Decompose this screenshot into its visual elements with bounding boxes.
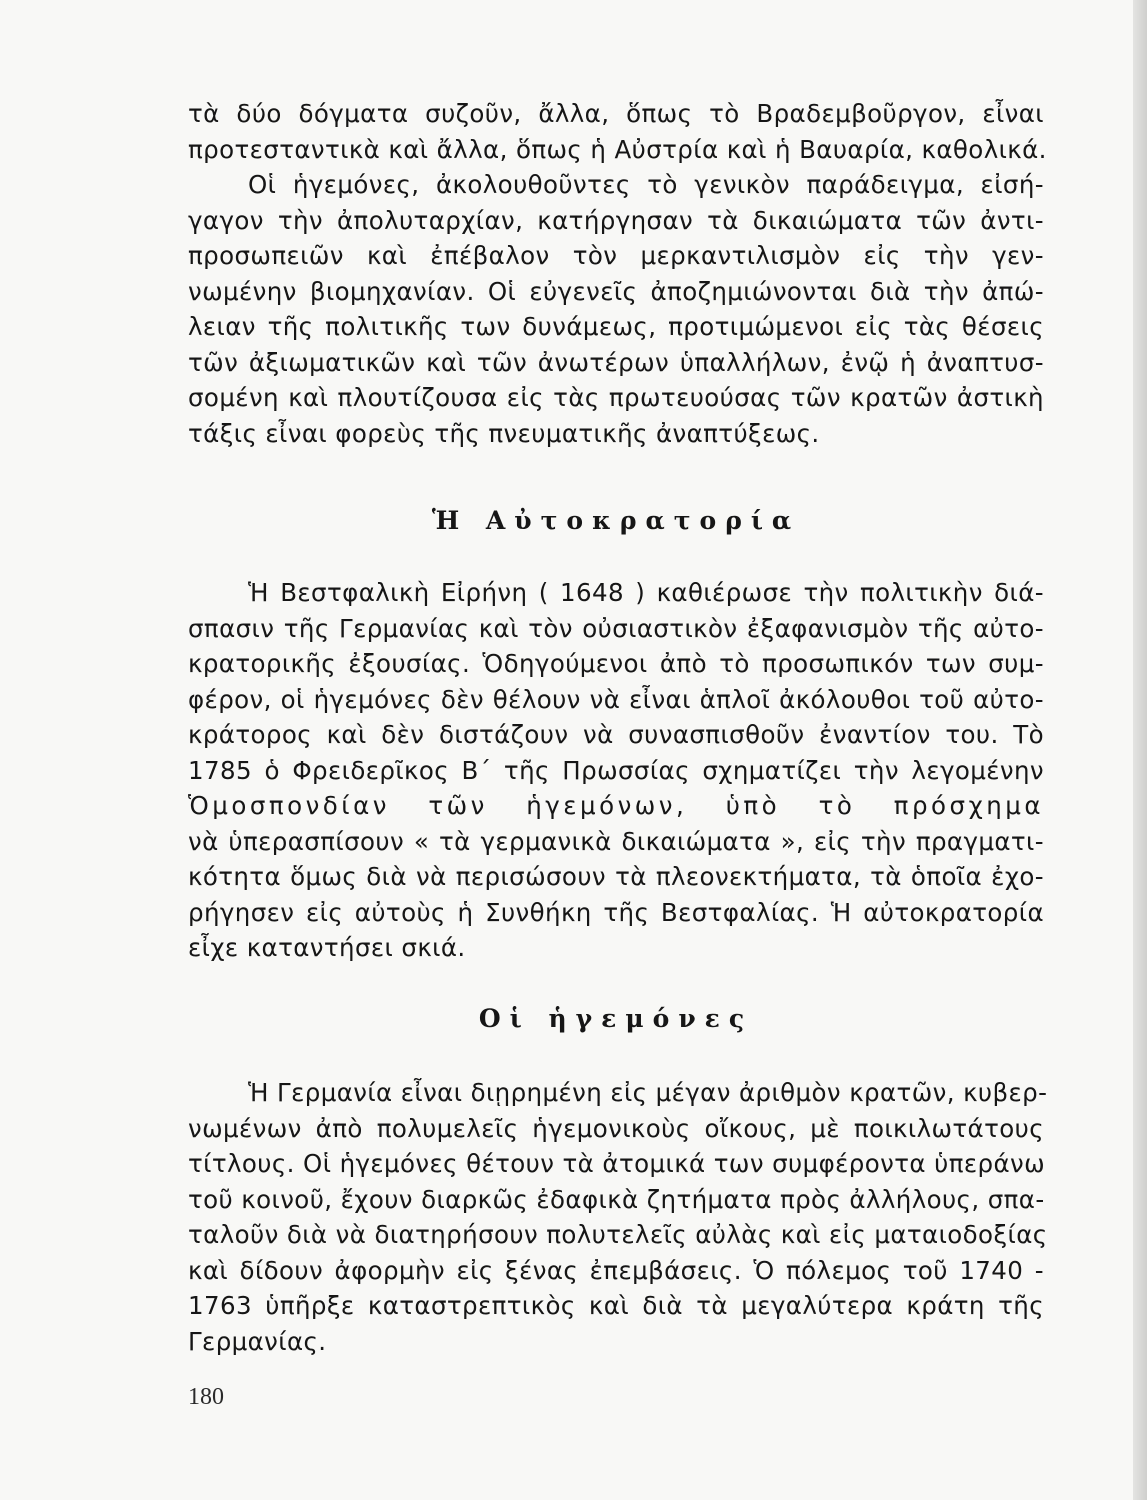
text-line: σομένη καὶ πλουτίζουσα εἰς τὰς πρωτευούσας τῶν κρατῶν ἀστικὴ <box>188 383 1044 412</box>
text-line: Γερμανίας. <box>188 1326 327 1356</box>
text-line: κότητα ὅμως διὰ νὰ περισώσουν τὰ πλεονεκτήματα, τὰ ὁποῖα ἐχο- <box>188 862 1044 891</box>
text-line: Ἡ Βεστφαλικὴ Εἰρήνη ( 1648 ) καθιέρωσε τὴν πολιτικὴν διά- <box>248 578 1044 607</box>
text-line: προτεσταντικὰ καὶ ἄλλα, ὅπως ἡ Αὐστρία καὶ ἡ Βαυαρία, καθολικά. <box>188 134 1047 164</box>
princes-paragraph <box>188 1075 1048 1359</box>
text-line: Οἱ ἡγεμόνες, ἀκολουθοῦντες τὸ γενικὸν παράδειγμα, εἰσή- <box>248 170 1044 199</box>
text-line: τῶν ἀξιωματικῶν καὶ τῶν ἀνωτέρων ὑπαλλήλων, ἐνῷ ἡ ἀναπτυσ- <box>188 347 1044 377</box>
text-line: λειαν τῆς πολιτικῆς των δυνάμεως, προτιμώμενοι εἰς τὰς θέσεις <box>188 312 1044 341</box>
text-line: καὶ δίδουν ἀφορμὴν εἰς ξένας ἐπεμβάσεις. Ὁ πόλεμος τοῦ 1740 - <box>188 1255 1044 1285</box>
text-line: τίτλους. Οἱ ἡγεμόνες θέτουν τὰ ἀτομικά των συμφέροντα ὑπεράνω <box>188 1149 1045 1178</box>
text-line: ρήγησεν εἰς αὐτοὺς ἡ Συνθήκη τῆς Βεστφαλίας. Ἡ αὐτοκρατορία <box>188 897 1044 927</box>
text-line: 1785 ὁ Φρειδερῖκος Β΄ τῆς Πρωσσίας σχηματίζει τὴν λεγομένην <box>188 755 1044 785</box>
page-number: 180 <box>188 1384 224 1410</box>
section-heading-empire: Ἡ Αὐτοκρατορία <box>431 506 801 535</box>
text-line: προσωπειῶν καὶ ἐπέβαλον τὸν μερκαντιλισμὸν εἰς τὴν γεν- <box>188 241 1044 270</box>
text-line: γαγον τὴν ἀπολυταρχίαν, κατήργησαν τὰ δικαιώματα τῶν ἀντι- <box>188 205 1044 235</box>
text-line: τοῦ κοινοῦ, ἔχουν διαρκῶς ἐδαφικὰ ζητήματα πρὸς ἀλλήλους, σπα- <box>188 1184 1045 1214</box>
text-line: τὰ δύο δόγματα συζοῦν, ἄλλα, ὅπως τὸ Βραδεμβοῦργον, εἶναι <box>188 99 1044 128</box>
text-line: Ὁμοσπονδίαν τῶν ἡγεμόνων, ὑπὸ τὸ πρόσχημα <box>188 791 1044 820</box>
text-line: 1763 ὑπῆρξε καταστρεπτικὸς καὶ διὰ τὰ μεγαλύτερα κράτη τῆς <box>188 1291 1044 1320</box>
text-line: Ἡ Γερμανία εἶναι διῃρημένη εἰς μέγαν ἀριθμὸν κρατῶν, κυβερ- <box>248 1078 1048 1107</box>
text-line: εἶχε καταντήσει σκιά. <box>188 933 466 962</box>
page-edge-shadow <box>1133 0 1147 1500</box>
text-line: κρατορικῆς ἐξουσίας. Ὁδηγούμενοι ἀπὸ τὸ προσωπικόν των συμ- <box>188 649 1044 678</box>
text-line: σπασιν τῆς Γερμανίας καὶ τὸν οὐσιαστικὸν ἐξαφανισμὸν τῆς αὐτο- <box>188 613 1044 643</box>
text-line: ταλοῦν διὰ νὰ διατηρήσουν πολυτελεῖς αὐλὰς καὶ εἰς ματαιοδοξίας <box>188 1220 1048 1249</box>
intro-paragraph <box>188 96 1047 451</box>
text-line: νωμένων ἀπὸ πολυμελεῖς ἡγεμονικοὺς οἴκους, μὲ ποικιλωτάτους <box>188 1113 1044 1143</box>
section-heading-princes: Οἱ ἡγεμόνες <box>478 1004 754 1033</box>
text-line: φέρον, οἱ ἡγεμόνες δὲν θέλουν νὰ εἶναι ἁπλοῖ ἀκόλουθοι τοῦ αὐτο- <box>188 684 1044 714</box>
empire-paragraph <box>188 575 1044 966</box>
text-line: νωμένην βιομηχανίαν. Οἱ εὐγενεῖς ἀποζημιώνονται διὰ τὴν ἀπώ- <box>188 276 1044 306</box>
text-line: κράτορος καὶ δὲν διστάζουν νὰ συνασπισθοῦν ἐναντίον του. Τὸ <box>188 720 1044 749</box>
text-line: τάξις εἶναι φορεὺς τῆς πνευματικῆς ἀναπτύξεως. <box>188 418 820 448</box>
text-line: νὰ ὑπερασπίσουν « τὰ γερμανικὰ δικαιώματα », εἰς τὴν πραγματι- <box>188 826 1044 856</box>
